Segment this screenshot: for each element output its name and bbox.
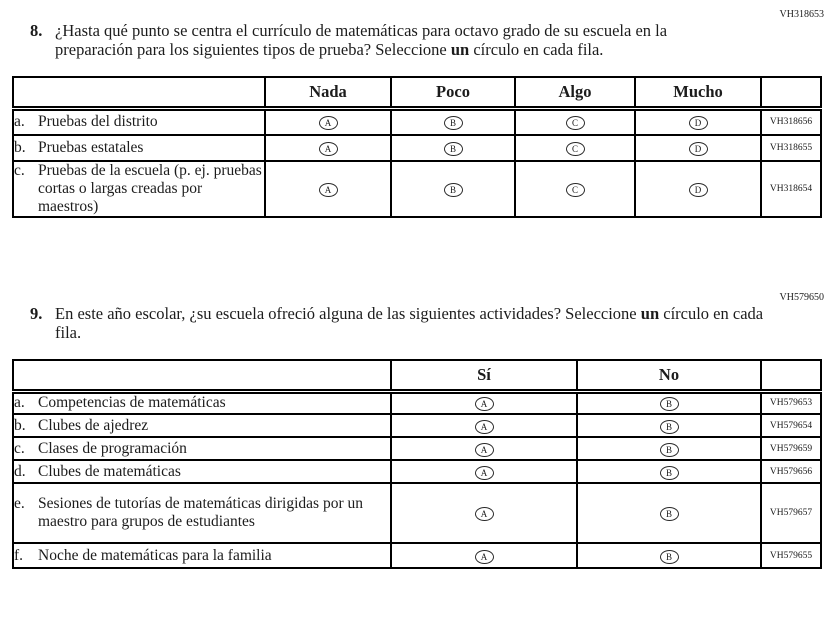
row-label: Pruebas del distrito bbox=[38, 113, 158, 131]
answer-bubble-a[interactable]: A bbox=[475, 550, 494, 564]
answer-bubble-d[interactable]: D bbox=[689, 116, 708, 130]
vh-code: VH579654 bbox=[761, 414, 821, 437]
q9-row-a-label-cell bbox=[13, 391, 391, 414]
q9-table-row-f bbox=[13, 543, 821, 568]
row-label: Clubes de matemáticas bbox=[38, 462, 181, 480]
answer-bubble-b[interactable]: B bbox=[660, 466, 679, 480]
q9-header-row bbox=[13, 360, 821, 392]
q8-row-b-label-cell bbox=[13, 135, 265, 161]
q9-row-b-label-cell bbox=[13, 414, 391, 437]
answer-bubble-d[interactable]: D bbox=[689, 183, 708, 197]
question-8-bold-word: un bbox=[450, 40, 470, 59]
q8-header-algo: Algo bbox=[515, 77, 635, 109]
answer-bubble-c[interactable]: C bbox=[566, 142, 585, 156]
question-8-text bbox=[55, 21, 715, 59]
answer-bubble-c[interactable]: C bbox=[566, 116, 585, 130]
q8-row-a-label-cell bbox=[13, 109, 265, 135]
q9-table-row-b bbox=[13, 414, 821, 437]
vh-code: VH318655 bbox=[761, 135, 821, 161]
question-9-text bbox=[55, 304, 767, 342]
q9-table-row-c bbox=[13, 437, 821, 460]
question-8-text-after: círculo en cada fila. bbox=[469, 40, 604, 59]
question-9-text-after: círculo en cada fila. bbox=[55, 303, 764, 342]
q9-header-no: No bbox=[577, 360, 761, 392]
question-8-text-before: ¿Hasta qué punto se centra el currículo de matemáticas para octavo grado de su escuela en la preparación para los siguientes tipos de prueba? Seleccione bbox=[55, 21, 668, 59]
answer-bubble-a[interactable]: A bbox=[475, 397, 494, 411]
q9-row-e-label-cell bbox=[13, 483, 391, 543]
row-label: Clases de programación bbox=[38, 439, 187, 457]
q9-header-code-empty bbox=[761, 360, 821, 392]
q8-table-row-c bbox=[13, 161, 821, 217]
answer-bubble-a[interactable]: A bbox=[475, 420, 494, 434]
question-9-text-before: En este año escolar, ¿su escuela ofreció alguna de las siguientes actividades? Seleccione bbox=[55, 303, 641, 323]
answer-bubble-a[interactable]: A bbox=[319, 142, 338, 156]
q9-row-d-label-cell bbox=[13, 460, 391, 483]
vh-code: VH579659 bbox=[761, 437, 821, 460]
vh-code: VH579655 bbox=[761, 543, 821, 568]
row-letter: c. bbox=[14, 439, 25, 457]
q8-header-empty bbox=[13, 77, 265, 109]
q8-header-nada: Nada bbox=[265, 77, 391, 109]
row-label: Competencias de matemáticas bbox=[38, 394, 226, 412]
q9-row-c-label-cell bbox=[13, 437, 391, 460]
q9-header-si: Sí bbox=[391, 360, 577, 392]
answer-bubble-a[interactable]: A bbox=[475, 507, 494, 521]
question-8-number: 8. bbox=[30, 21, 43, 40]
q9-table-row-e bbox=[13, 483, 821, 543]
row-letter: b. bbox=[14, 416, 26, 434]
q8-table-row-a bbox=[13, 109, 821, 135]
row-letter: a. bbox=[14, 394, 25, 412]
row-label: Sesiones de tutorías de matemáticas dirigidas por un maestro para grupos de estudiantes bbox=[38, 495, 363, 530]
vh-code: VH579653 bbox=[761, 391, 821, 414]
row-letter: f. bbox=[14, 546, 24, 564]
row-label: Pruebas de la escuela (p. ej. pruebas cortas o largas creadas por maestros) bbox=[38, 161, 262, 215]
q8-header-poco: Poco bbox=[391, 77, 515, 109]
question-9-answer-table bbox=[12, 359, 822, 570]
q9-header-empty bbox=[13, 360, 391, 392]
q9-table-row-a bbox=[13, 391, 821, 414]
question-8-accession-code: VH318653 bbox=[779, 9, 824, 20]
answer-bubble-b[interactable]: B bbox=[444, 116, 463, 130]
q8-row-c-label-cell bbox=[13, 161, 265, 217]
row-letter: b. bbox=[14, 138, 26, 156]
answer-bubble-b[interactable]: B bbox=[660, 507, 679, 521]
question-9-number: 9. bbox=[30, 303, 43, 323]
row-letter: a. bbox=[14, 113, 25, 131]
question-9 bbox=[30, 304, 832, 342]
answer-bubble-b[interactable]: B bbox=[660, 397, 679, 411]
question-8-answer-table bbox=[12, 76, 822, 218]
answer-bubble-a[interactable]: A bbox=[319, 183, 338, 197]
question-9-accession-code: VH579650 bbox=[779, 291, 824, 303]
answer-bubble-b[interactable]: B bbox=[660, 443, 679, 457]
answer-bubble-a[interactable]: A bbox=[475, 443, 494, 457]
question-9-bold-word: un bbox=[640, 303, 660, 323]
q8-table-row-b bbox=[13, 135, 821, 161]
row-label: Noche de matemáticas para la familia bbox=[38, 546, 272, 564]
row-label: Clubes de ajedrez bbox=[38, 416, 149, 434]
q8-header-code-empty bbox=[761, 77, 821, 109]
answer-bubble-b[interactable]: B bbox=[660, 420, 679, 434]
vh-code: VH318656 bbox=[761, 109, 821, 135]
q8-header-row bbox=[13, 77, 821, 109]
row-letter: c. bbox=[14, 161, 25, 179]
answer-bubble-b[interactable]: B bbox=[660, 550, 679, 564]
vh-code: VH579657 bbox=[761, 483, 821, 543]
row-letter: d. bbox=[14, 462, 26, 480]
row-letter: e. bbox=[14, 495, 25, 512]
q8-header-mucho: Mucho bbox=[635, 77, 761, 109]
q9-table-row-d bbox=[13, 460, 821, 483]
answer-bubble-c[interactable]: C bbox=[566, 183, 585, 197]
q9-row-f-label-cell bbox=[13, 543, 391, 568]
answer-bubble-b[interactable]: B bbox=[444, 183, 463, 197]
answer-bubble-b[interactable]: B bbox=[444, 142, 463, 156]
vh-code: VH579656 bbox=[761, 460, 821, 483]
answer-bubble-a[interactable]: A bbox=[475, 466, 494, 480]
row-label: Pruebas estatales bbox=[38, 138, 144, 156]
answer-bubble-a[interactable]: A bbox=[319, 116, 338, 130]
answer-bubble-d[interactable]: D bbox=[689, 142, 708, 156]
vh-code: VH318654 bbox=[761, 161, 821, 217]
question-8 bbox=[30, 21, 832, 59]
